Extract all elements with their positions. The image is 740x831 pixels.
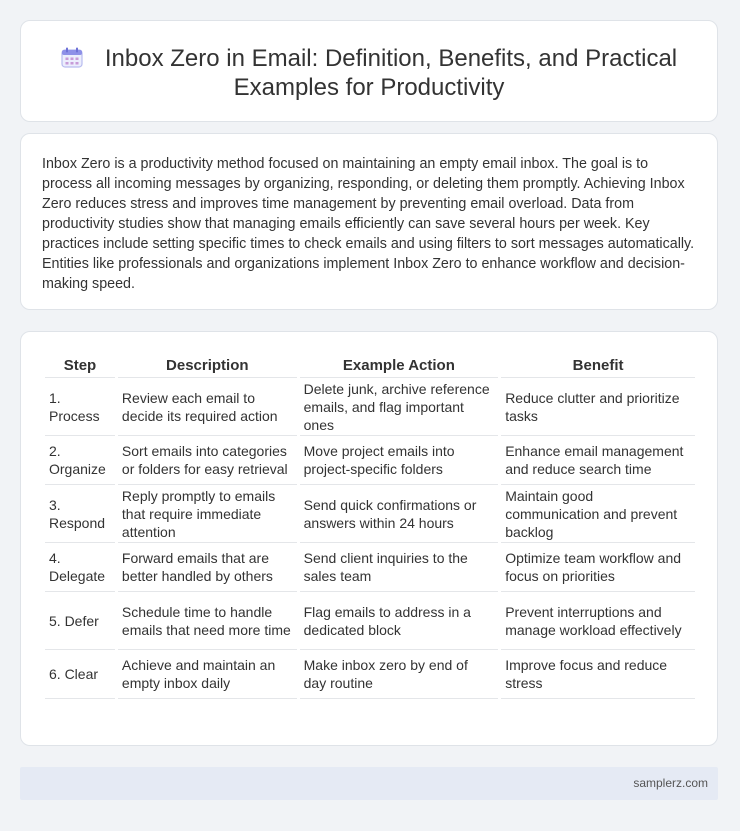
- title-line-1: Inbox Zero in Email: Definition, Benefits, and Practical: [104, 45, 678, 72]
- title-line-2: Examples for Productivity: [233, 74, 505, 101]
- step-cell: 6. Clear: [45, 650, 115, 699]
- intro-card: [20, 133, 718, 310]
- benefit-cell: Optimize team workflow and focus on priorities: [501, 543, 695, 592]
- calendar-icon: [61, 46, 83, 67]
- title-card: [20, 20, 718, 122]
- table-row: [45, 485, 695, 543]
- example-action-cell: Send quick confirmations or answers within 24 hours: [300, 485, 499, 543]
- description-cell: Reply promptly to emails that require immediate attention: [118, 485, 297, 543]
- steps-table: [42, 353, 698, 699]
- table-row: [45, 543, 695, 592]
- table-row: [45, 436, 695, 485]
- intro-paragraph: Inbox Zero is a productivity method focused on maintaining an empty email inbox. The goal is to process all incoming messages by organizing, responding, or deleting them promptly. Achieving Inbox Zero reduces stress and improves time management by preventing email overload. Data from productivity studies show that managing emails efficiently can save several hours per week. Key practices include setting specific times to check emails and using filters to sort messages automatically. Entities like professionals and organizations implement Inbox Zero to enhance workflow and decision-making speed.: [42, 156, 695, 292]
- header-benefit: Benefit: [501, 353, 695, 378]
- step-cell: 2. Organize: [45, 436, 115, 485]
- step-cell: 5. Defer: [45, 592, 115, 650]
- table-header-row: [45, 353, 695, 378]
- example-action-cell: Move project emails into project-specific folders: [300, 436, 499, 485]
- benefit-cell: Enhance email management and reduce search time: [501, 436, 695, 485]
- description-cell: Sort emails into categories or folders for easy retrieval: [118, 436, 297, 485]
- table-card: [20, 331, 718, 746]
- table-row: [45, 650, 695, 699]
- table-row: [45, 378, 695, 436]
- description-cell: Achieve and maintain an empty inbox daily: [118, 650, 297, 699]
- header-example-action: Example Action: [300, 353, 499, 378]
- page-title: [21, 44, 717, 102]
- step-cell: 1. Process: [45, 378, 115, 436]
- example-action-cell: Flag emails to address in a dedicated block: [300, 592, 499, 650]
- benefit-cell: Reduce clutter and prioritize tasks: [501, 378, 695, 436]
- footer-bar: [20, 767, 718, 800]
- description-cell: Schedule time to handle emails that need more time: [118, 592, 297, 650]
- header-step: Step: [45, 353, 115, 378]
- example-action-cell: Make inbox zero by end of day routine: [300, 650, 499, 699]
- example-action-cell: Send client inquiries to the sales team: [300, 543, 499, 592]
- footer-site-link[interactable]: samplerz.com: [633, 776, 708, 790]
- step-cell: 3. Respond: [45, 485, 115, 543]
- benefit-cell: Maintain good communication and prevent backlog: [501, 485, 695, 543]
- example-action-cell: Delete junk, archive reference emails, and flag important ones: [300, 378, 499, 436]
- description-cell: Forward emails that are better handled by others: [118, 543, 297, 592]
- header-description: Description: [118, 353, 297, 378]
- benefit-cell: Prevent interruptions and manage workload effectively: [501, 592, 695, 650]
- benefit-cell: Improve focus and reduce stress: [501, 650, 695, 699]
- description-cell: Review each email to decide its required action: [118, 378, 297, 436]
- step-cell: 4. Delegate: [45, 543, 115, 592]
- table-row: [45, 592, 695, 650]
